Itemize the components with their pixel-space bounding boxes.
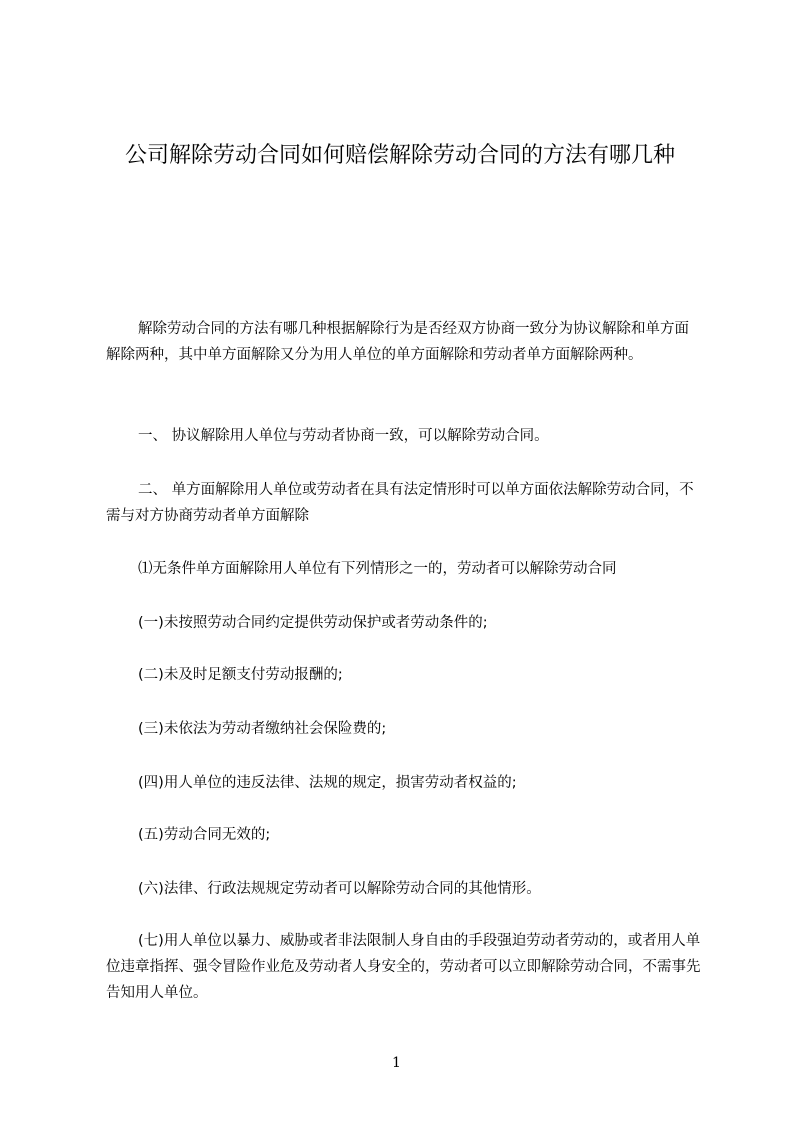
list-item-7: (七)用人单位以暴力、威胁或者非法限制人身自由的手段强迫劳动者劳动的，或者用人单位违章指挥、强令冒险作业危及劳动者人身安全的，劳动者可以立即解除劳动合同，不需事先告知用人单位。 (106, 933, 701, 1001)
list-item-3: (三)未依法为劳动者缴纳社会保险费的; (138, 721, 387, 737)
section-two-unilateral: 二、 单方面解除用人单位或劳动者在具有法定情形时可以单方面依法解除劳动合同，不需与对方协商劳动者单方面解除 (106, 482, 694, 524)
list-item-2: (二)未及时足额支付劳动报酬的; (138, 667, 343, 683)
list-item-4: (四)用人单位的违反法律、法规的规定，损害劳动者权益的; (138, 775, 517, 791)
list-item-6: (六)法律、行政法规规定劳动者可以解除劳动合同的其他情形。 (138, 881, 541, 897)
clause-unconditional: ⑴无条件单方面解除用人单位有下列情形之一的，劳动者可以解除劳动合同 (138, 561, 617, 577)
list-item-1: (一)未按照劳动合同约定提供劳动保护或者劳动条件的; (138, 615, 488, 631)
intro-paragraph: 解除劳动合同的方法有哪几种根据解除行为是否经双方协商一致分为协议解除和单方面解除两种，其中单方面解除又分为用人单位的单方面解除和劳动者单方面解除两种。 (106, 321, 689, 363)
document-title: 公司解除劳动合同如何赔偿解除劳动合同的方法有哪几种 (124, 143, 675, 168)
section-one-agreement: 一、 协议解除用人单位与劳动者协商一致，可以解除劳动合同。 (138, 428, 549, 444)
list-item-5: (五)劳动合同无效的; (138, 827, 271, 843)
page-number: 1 (392, 1055, 401, 1071)
